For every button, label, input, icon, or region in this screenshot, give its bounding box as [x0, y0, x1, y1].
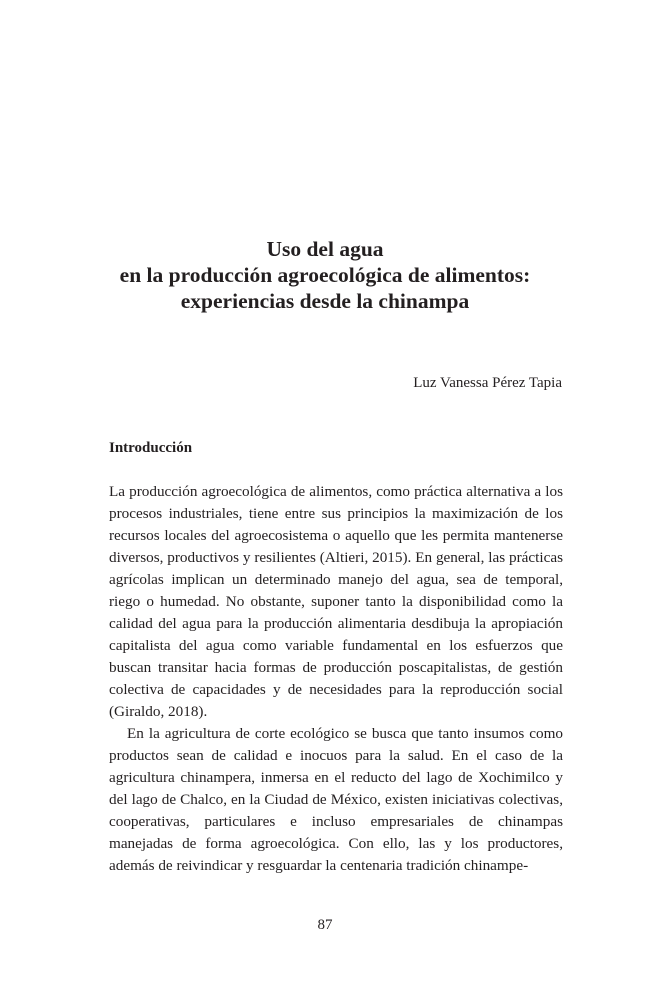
chapter-title-line-2: en la producción agroecológica de alimentos: — [119, 263, 531, 287]
body-text — [109, 481, 563, 877]
chapter-author: Luz Vanessa Pérez Tapia — [413, 375, 562, 391]
body-paragraph-1: La producción agroecológica de alimentos, como práctica alternativa a los procesos industriales, tiene entre sus principios la maximización de los recursos locales del agroecosistema o aquello que les permita mantenerse diversos, productivos y resilientes (Altieri, 2015). En general, las prácticas agrícolas implican un determinado manejo del agua, sea de temporal, riego o humedad. No obstante, suponer tanto la disponibilidad como la calidad del agua para la producción alimentaria desdibuja la apropiación capitalista del agua como variable fundamental en los esfuerzos que buscan transitar hacia formas de producción poscapitalistas, de gestión colectiva de capacidades y de necesidades para la reproducción social (Giraldo, 2018). — [109, 483, 563, 720]
section-heading: Introducción — [109, 440, 193, 456]
chapter-title — [0, 236, 650, 314]
page-number: 87 — [317, 917, 333, 933]
body-paragraph-2: En la agricultura de corte ecológico se busca que tanto insumos como productos sean de calidad e inocuos para la salud. En el caso de la agricultura chinampera, inmersa en el reducto del lago de Xochimilco y del lago de Chalco, en la Ciudad de México, existen iniciativas colectivas, cooperativas, particulares e incluso empresariales de chinampas manejadas de forma agroecológica. Con ello, las y los productores, además de reivindicar y resguardar la centenaria tradición chinampe- — [109, 725, 563, 874]
chapter-title-line-1: Uso del agua — [266, 237, 384, 261]
chapter-title-line-3: experiencias desde la chinampa — [180, 289, 470, 313]
